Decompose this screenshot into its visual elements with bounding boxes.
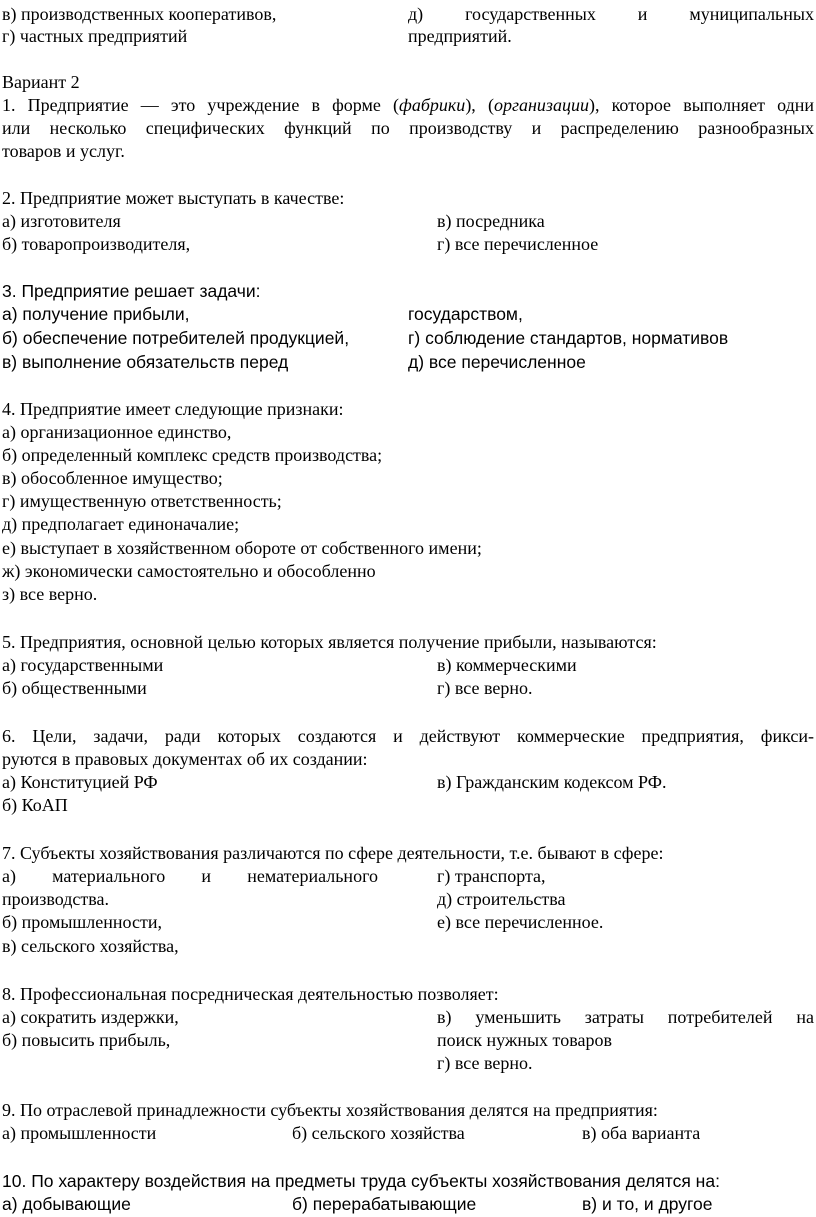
question-1-line: или несколько специфических функций по производству и распределению разнообразных — [2, 118, 814, 138]
option-line: б) общественными — [2, 678, 147, 698]
option-line: в) Гражданским кодексом РФ. — [437, 772, 667, 792]
option-line: г) все верно. — [437, 1053, 533, 1073]
question-3: 3. Предприятие решает задачи: — [2, 281, 261, 301]
option-line: д) государственных и муниципальных — [408, 4, 814, 24]
option-line: в) уменьшить затраты потребителей на — [437, 1007, 814, 1027]
option-line: в) сельского хозяйства, — [2, 936, 179, 956]
option-line: в) посредника — [437, 211, 545, 231]
option-line: б) КоАП — [2, 795, 68, 815]
option-line: в) производственных кооперативов, — [2, 4, 277, 24]
option-line: а) получение прибыли, — [2, 304, 190, 324]
option-line: г) имущественную ответственность; — [2, 491, 282, 511]
question-8: 8. Профессиональная посредническая деятельностью позволяет: — [2, 984, 499, 1004]
option-line: в) коммерческими — [437, 655, 577, 675]
option-line: а) добывающие — [2, 1194, 131, 1214]
option-line: г) частных предприятий — [2, 26, 188, 46]
option-line: в) и то, и другое — [582, 1194, 713, 1214]
option-line: д) предполагает единоначалие; — [2, 514, 240, 534]
option-line: а) государственными — [2, 655, 164, 675]
option-line: а) изготовителя — [2, 211, 121, 231]
option-line: е) выступает в хозяйственном обороте от собственного имени; — [2, 538, 482, 558]
option-line: б) обеспечение потребителей продукцией, — [2, 328, 350, 348]
option-line: в) обособленное имущество; — [2, 468, 223, 488]
question-4: 4. Предприятие имеет следующие признаки: — [2, 399, 344, 419]
option-line: з) все верно. — [2, 584, 98, 604]
option-line: г) транспорта, — [437, 866, 546, 886]
option-line: г) все верно. — [437, 678, 533, 698]
variant-heading: Вариант 2 — [2, 72, 80, 92]
option-line: б) повысить прибыль, — [2, 1030, 171, 1050]
option-line: г) соблюдение стандартов, нормативов — [408, 328, 729, 348]
option-line: д) все перечисленное — [408, 352, 586, 372]
question-1: 1. Предприятие — это учреждение в форме (фабрики), (организации), которое выполняет одни — [2, 95, 814, 115]
option-line: предприятий. — [408, 26, 512, 46]
italic-term: фабрики — [399, 95, 466, 115]
option-line: б) определенный комплекс средств производства; — [2, 445, 383, 465]
question-2: 2. Предприятие может выступать в качестве: — [2, 188, 345, 208]
option-line: а) организационное единство, — [2, 422, 232, 442]
option-line: б) товаропроизводителя, — [2, 234, 191, 254]
option-line: а) сократить издержки, — [2, 1007, 179, 1027]
question-6-line: руются в правовых документах об их создании: — [2, 749, 368, 769]
option-line: в) выполнение обязательств перед — [2, 352, 289, 372]
question-5: 5. Предприятия, основной целью которых является получение прибыли, называются: — [2, 632, 657, 652]
option-line: производства. — [2, 889, 109, 909]
option-line: а) промышленности — [2, 1123, 157, 1143]
option-line: в) оба варианта — [582, 1123, 701, 1143]
question-10: 10. По характеру воздействия на предметы труда субъекты хозяйствования делятся на: — [2, 1171, 720, 1191]
option-line: ж) экономически самостоятельно и обособленно — [2, 561, 376, 581]
italic-term: организации — [493, 95, 589, 115]
option-line: г) все перечисленное — [437, 234, 599, 254]
question-1-line: товаров и услуг. — [2, 141, 125, 161]
option-line: б) промышленности, — [2, 912, 162, 932]
option-line: д) строительства — [437, 889, 566, 909]
question-6: 6. Цели, задачи, ради которых создаются и действуют коммерческие предприятия, фикси- — [2, 726, 814, 746]
option-line: б) перерабатывающие — [292, 1194, 477, 1214]
question-9: 9. По отраслевой принадлежности субъекты хозяйствования делятся на предприятия: — [2, 1100, 658, 1120]
option-line: а) Конституцией РФ — [2, 772, 158, 792]
option-line: б) сельского хозяйства — [292, 1123, 465, 1143]
option-line: а) материального и нематериального — [2, 866, 378, 886]
option-line: поиск нужных товаров — [437, 1030, 612, 1050]
option-line: е) все перечисленное. — [437, 912, 604, 932]
question-7: 7. Субъекты хозяйствования различаются по сфере деятельности, т.е. бывают в сфере: — [2, 843, 664, 863]
option-line: государством, — [408, 304, 523, 324]
